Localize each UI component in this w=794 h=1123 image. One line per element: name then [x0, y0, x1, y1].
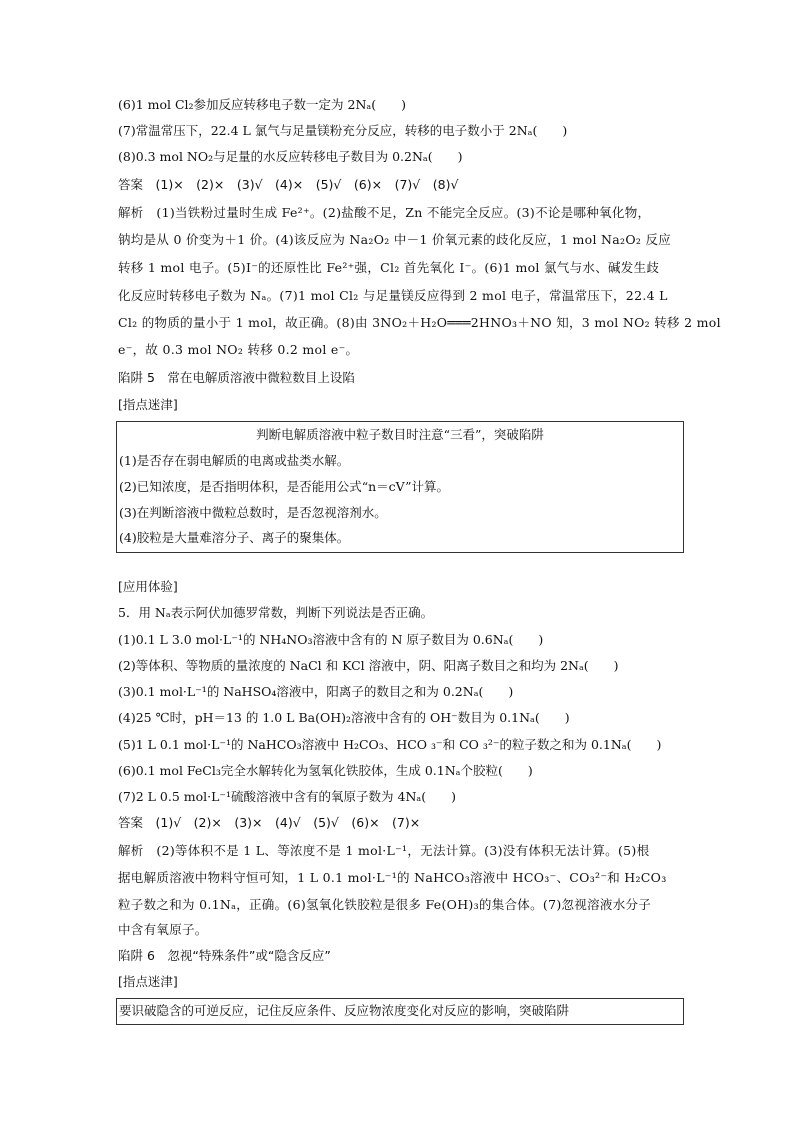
- q4-explanation-line-6: e⁻，故 0.3 mol NO₂ 转移 0.2 mol e⁻。: [118, 342, 359, 357]
- trap5-box-title: 判断电解质溶液中粒子数目时注意“三看”，突破陷阱: [256, 427, 544, 442]
- q4-explanation-line-1: 解析 (1)当铁粉过量时生成 Fe²⁺。(2)盐酸不足，Zn 不能完全反应。(3)不论是哪种氧化物，: [118, 205, 651, 220]
- trap5-tip-box: [116, 421, 684, 553]
- trap6-tip-label: [指点迷津]: [118, 974, 178, 989]
- trap6-tip-box: [116, 998, 684, 1025]
- trap5-tip-label: [指点迷津]: [118, 397, 178, 412]
- trap6-box-title: 要识破隐含的可逆反应，记住反应条件、反应物浓度变化对反应的影响，突破陷阱: [119, 1003, 570, 1018]
- q4-explanation-line-3: 转移 1 mol 电子。(5)I⁻的还原性比 Fe²⁺强，Cl₂ 首先氧化 I⁻。(6)1 mol 氯气与水、碱发生歧: [118, 260, 660, 275]
- q5-explanation-line-1: 解析 (2)等体积不是 1 L、等浓度不是 1 mol·L⁻¹，无法计算。(3)没有体积无法计算。(5)根: [118, 843, 650, 858]
- trap5-box-item-1: (1)是否存在弱电解质的电离或盐类水解。: [119, 453, 350, 468]
- q4-explanation-line-2: 钠均是从 0 价变为＋1 价。(4)该反应为 Na₂O₂ 中－1 价氧元素的歧化反应，1 mol Na₂O₂ 反应: [118, 232, 672, 247]
- trap5-box-item-2: (2)已知浓度，是否指明体积，是否能用公式“n＝cV”计算。: [119, 479, 450, 494]
- practice-label: [应用体验]: [118, 579, 178, 594]
- trap5-heading: 陷阱 5 常在电解质溶液中微粒数目上设陷: [118, 370, 355, 385]
- q5-stem: 5．用 Nₐ表示阿伏加德罗常数，判断下列说法是否正确。: [118, 605, 434, 620]
- q5-explanation-line-2: 据电解质溶液中物料守恒可知，1 L 0.1 mol·L⁻¹的 NaHCO₃溶液中 HCO₃⁻、CO₃²⁻和 H₂CO₃: [118, 870, 667, 885]
- trap6-heading: 陷阱 6 忽视“特殊条件”或“隐含反应”: [118, 948, 331, 963]
- q4-item-7: (7)常温常压下，22.4 L 氯气与足量镁粉充分反应，转移的电子数小于 2Nₐ( ): [118, 123, 568, 138]
- trap5-box-item-3: (3)在判断溶液中微粒总数时，是否忽视溶剂水。: [119, 505, 387, 520]
- q5-answer: 答案 (1)√ (2)× (3)× (4)√ (5)√ (6)× (7)×: [118, 815, 421, 830]
- q4-item-8: (8)0.3 mol NO₂与足量的水反应转移电子数目为 0.2Nₐ( ): [118, 149, 463, 164]
- q4-item-6: (6)1 mol Cl₂参加反应转移电子数一定为 2Nₐ( ): [118, 97, 406, 112]
- q5-item-7: (7)2 L 0.5 mol·L⁻¹硫酸溶液中含有的氧原子数为 4Nₐ( ): [118, 789, 456, 804]
- q5-item-2: (2)等体积、等物质的量浓度的 NaCl 和 KCl 溶液中，阴、阳离子数目之和均为 2Nₐ( ): [118, 658, 619, 673]
- q5-explanation-line-3: 粒子数之和为 0.1Nₐ，正确。(6)氢氧化铁胶粒是很多 Fe(OH)₃的集合体。(7)忽视溶液水分子: [118, 897, 652, 912]
- q5-explanation-line-4: 中含有氧原子。: [118, 922, 208, 937]
- q4-explanation-line-5: Cl₂ 的物质的量小于 1 mol，故正确。(8)由 3NO₂＋H₂O═══2HNO₃＋NO 知，3 mol NO₂ 转移 2 mol: [118, 315, 721, 330]
- trap5-box-item-4: (4)胶粒是大量难溶分子、离子的聚集体。: [119, 530, 350, 545]
- q5-item-5: (5)1 L 0.1 mol·L⁻¹的 NaHCO₃溶液中 H₂CO₃、HCO ₃⁻和 CO ₃²⁻的粒子数之和为 0.1Nₐ( ): [118, 737, 662, 752]
- q4-explanation-line-4: 化反应时转移电子数为 Nₐ。(7)1 mol Cl₂ 与足量镁反应得到 2 mol 电子，常温常压下，22.4 L: [118, 288, 668, 303]
- q5-item-6: (6)0.1 mol FeCl₃完全水解转化为氢氧化铁胶体，生成 0.1Nₐ个胶粒( ): [118, 763, 533, 778]
- q5-item-1: (1)0.1 L 3.0 mol·L⁻¹的 NH₄NO₃溶液中含有的 N 原子数目为 0.6Nₐ( ): [118, 632, 544, 647]
- q4-answer: 答案 (1)× (2)× (3)√ (4)× (5)√ (6)× (7)√ (8)√: [118, 177, 459, 192]
- q5-item-4: (4)25 ℃时，pH＝13 的 1.0 L Ba(OH)₂溶液中含有的 OH⁻数目为 0.1Nₐ( ): [118, 710, 570, 725]
- q5-item-3: (3)0.1 mol·L⁻¹的 NaHSO₄溶液中，阳离子的数目之和为 0.2Nₐ( ): [118, 684, 514, 699]
